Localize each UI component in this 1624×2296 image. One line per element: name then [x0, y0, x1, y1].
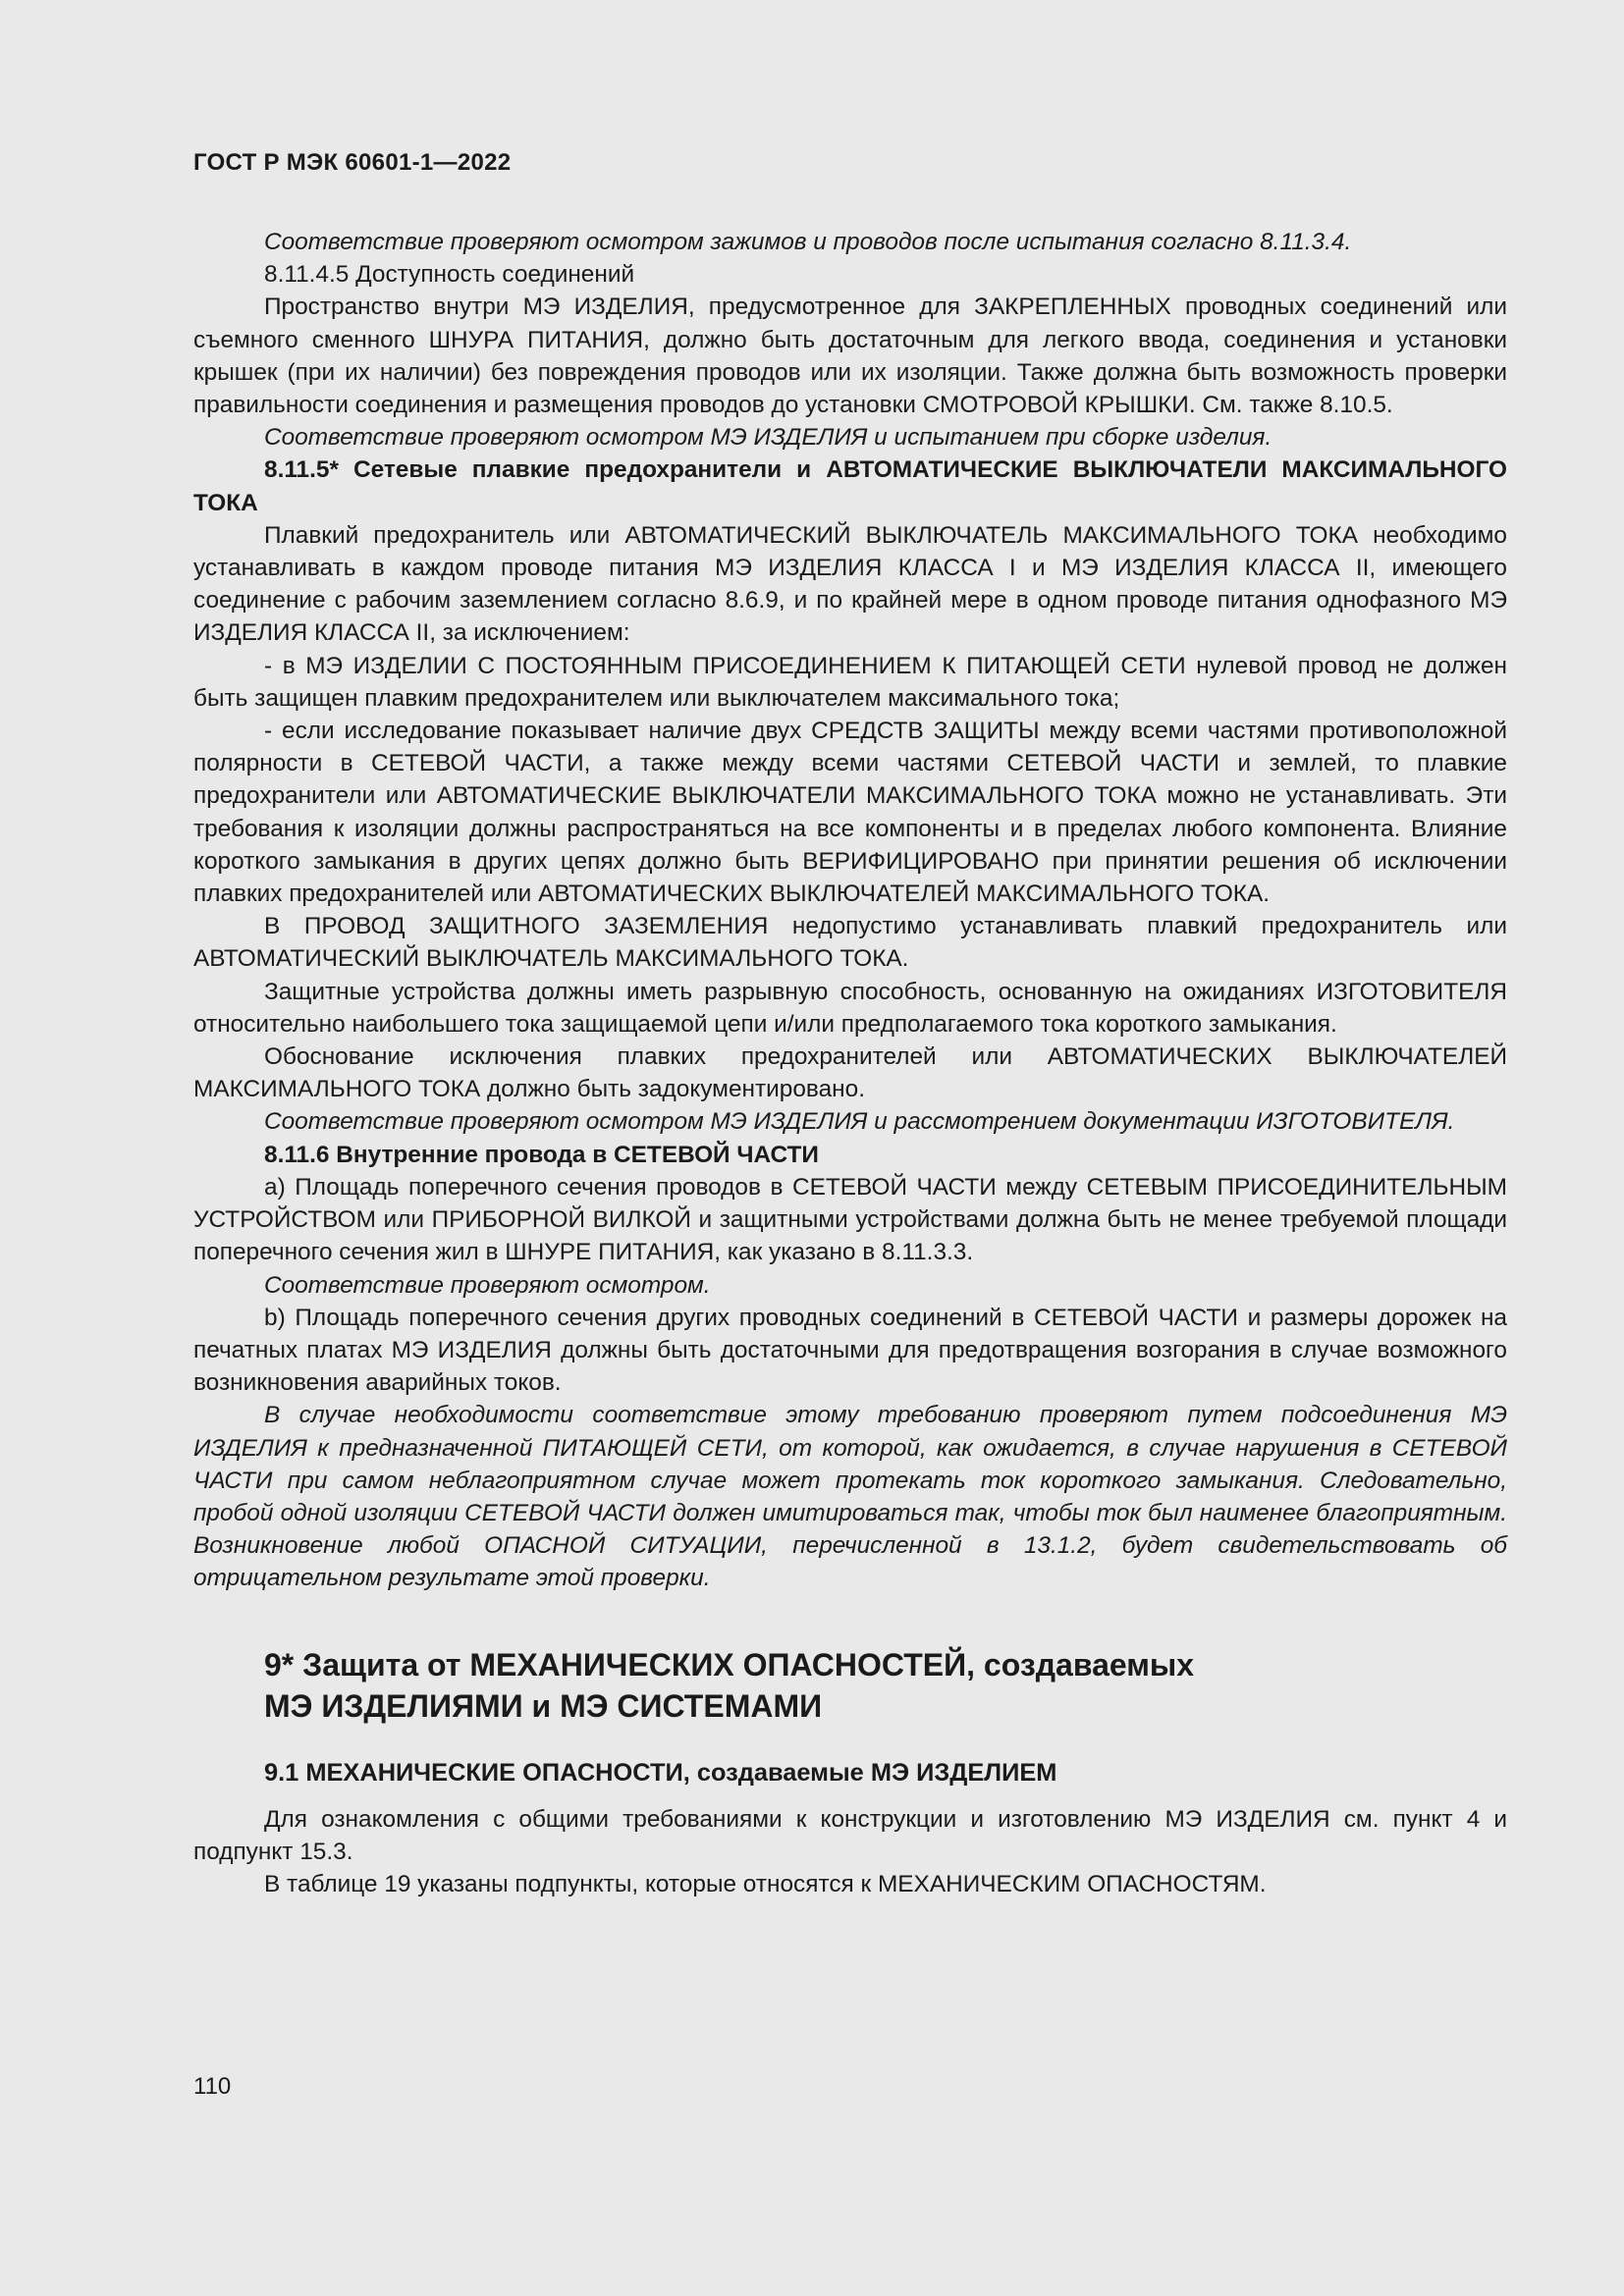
paragraph: 8.11.5* Сетевые плавкие предохранители и АВТОМАТИЧЕСКИЕ ВЫКЛЮЧАТЕЛИ МАКСИМАЛЬНОГО ТОКА	[193, 456, 1507, 516]
document-body	[193, 226, 1507, 1900]
paragraph: - если исследование показывает наличие двух СРЕДСТВ ЗАЩИТЫ между всеми частями противоположной полярности в СЕТЕВОЙ ЧАСТИ, а также между всеми частями СЕТЕВОЙ ЧАСТИ и землей, то плавкие предохранители или АВТОМАТИЧЕСКИЕ ВЫКЛЮЧАТЕЛИ МАКСИМАЛЬНОГО ТОКА можно не устанавливать. Эти требования к изоляции должны распространяться на все компоненты и в пределах любого компонента. Влияние короткого замыкания в других цепях должно быть ВЕРИФИЦИРОВАНО при принятии решения об исключении плавких предохранителей или АВТОМАТИЧЕСКИХ ВЫКЛЮЧАТЕЛЕЙ МАКСИМАЛЬНОГО ТОКА.	[193, 718, 1507, 908]
paragraph: Пространство внутри МЭ ИЗДЕЛИЯ, предусмотренное для ЗАКРЕПЛЕННЫХ проводных соединений или съемного сменного ШНУРА ПИТАНИЯ, должно быть достаточным для легкого ввода, соединения и установки крышек (при их наличии) без повреждения проводов или их изоляции. Также должна быть возможность проверки правильности соединения и размещения проводов до установки СМОТРОВОЙ КРЫШКИ. См. также 8.10.5.	[193, 294, 1507, 419]
paragraph: Соответствие проверяют осмотром МЭ ИЗДЕЛИЯ и испытанием при сборке изделия.	[264, 424, 1272, 452]
paragraph: Соответствие проверяют осмотром зажимов и проводов после испытания согласно 8.11.3.4.	[264, 229, 1352, 255]
paragraph: 8.11.6 Внутренние провода в СЕТЕВОЙ ЧАСТИ	[264, 1141, 819, 1168]
paragraph: В ПРОВОД ЗАЩИТНОГО ЗАЗЕМЛЕНИЯ недопустимо устанавливать плавкий предохранитель или АВТОМАТИЧЕСКИЙ ВЫКЛЮЧАТЕЛЬ МАКСИМАЛЬНОГО ТОКА.	[193, 913, 1507, 973]
paragraph: Защитные устройства должны иметь разрывную способность, основанную на ожиданиях ИЗГОТОВИТЕЛЯ относительно наибольшего тока защищаемой цепи и/или предполагаемого тока короткого замыкания.	[193, 978, 1507, 1038]
paragraph: Соответствие проверяют осмотром.	[264, 1271, 711, 1299]
paragraph: Обоснование исключения плавких предохранителей или АВТОМАТИЧЕСКИХ ВЫКЛЮЧАТЕЛЕЙ МАКСИМАЛЬНОГО ТОКА должно быть задокументировано.	[193, 1043, 1507, 1103]
section-9-heading	[264, 1644, 1507, 1727]
section-9-heading-line1: 9* Защита от МЕХАНИЧЕСКИХ ОПАСНОСТЕЙ, создаваемых	[264, 1646, 1195, 1682]
paragraph: - в МЭ ИЗДЕЛИИ С ПОСТОЯННЫМ ПРИСОЕДИНЕНИЕМ К ПИТАЮЩЕЙ СЕТИ нулевой провод не должен быть защищен плавким предохранителем или выключателем максимального тока;	[193, 652, 1507, 712]
document-header: ГОСТ Р МЭК 60601-1—2022	[193, 149, 512, 176]
paragraph: Для ознакомления с общими требованиями к конструкции и изготовлению МЭ ИЗДЕЛИЯ см. пункт 4 и подпункт 15.3.	[193, 1805, 1507, 1865]
paragraph: a) Площадь поперечного сечения проводов в СЕТЕВОЙ ЧАСТИ между СЕТЕВЫМ ПРИСОЕДИНИТЕЛЬНЫМ УСТРОЙСТВОМ или ПРИБОРНОЙ ВИЛКОЙ и защитными устройствами должна быть не менее требуемой площади поперечного сечения жил в ШНУРЕ ПИТАНИЯ, как указано в 8.11.3.3.	[193, 1173, 1507, 1266]
page-number: 110	[193, 2073, 232, 2100]
paragraph: В таблице 19 указаны подпункты, которые относятся к МЕХАНИЧЕСКИМ ОПАСНОСТЯМ.	[264, 1870, 1267, 1897]
paragraph: b) Площадь поперечного сечения других проводных соединений в СЕТЕВОЙ ЧАСТИ и размеры дорожек на печатных платах МЭ ИЗДЕЛИЯ должны быть достаточными для предотвращения возгорания в случае возможного возникновения аварийных токов.	[193, 1304, 1507, 1397]
paragraph: Плавкий предохранитель или АВТОМАТИЧЕСКИЙ ВЫКЛЮЧАТЕЛЬ МАКСИМАЛЬНОГО ТОКА необходимо устанавливать в каждом проводе питания МЭ ИЗДЕЛИЯ КЛАССА I и МЭ ИЗДЕЛИЯ КЛАССА II, имеющего соединение с рабочим заземлением согласно 8.6.9, и по крайней мере в одном проводе питания однофазного МЭ ИЗДЕЛИЯ КЛАССА II, за исключением:	[193, 521, 1507, 647]
section-9-heading-line2: МЭ ИЗДЕЛИЯМИ и МЭ СИСТЕМАМИ	[264, 1687, 823, 1724]
paragraph: В случае необходимости соответствие этому требованию проверяют путем подсоединения МЭ ИЗДЕЛИЯ к предназначенной ПИТАЮЩЕЙ СЕТИ, от которой, как ожидается, в случае нарушения в СЕТЕВОЙ ЧАСТИ при самом неблагоприятном случае может протекать ток короткого замыкания. Следовательно, пробой одной изоляции СЕТЕВОЙ ЧАСТИ должен имитироваться так, чтобы ток был наименее благоприятным. Возникновение любой ОПАСНОЙ СИТУАЦИИ, перечисленной в 13.1.2, будет свидетельствовать об отрицательном результате этой проверки.	[193, 1402, 1507, 1592]
paragraph: Соответствие проверяют осмотром МЭ ИЗДЕЛИЯ и рассмотрением документации ИЗГОТОВИТЕЛЯ.	[264, 1108, 1455, 1136]
paragraph: 8.11.4.5 Доступность соединений	[264, 261, 635, 289]
clause-8-paragraphs	[193, 226, 1507, 1595]
section-9-1-heading: 9.1 МЕХАНИЧЕСКИЕ ОПАСНОСТИ, создаваемые МЭ ИЗДЕЛИЕМ	[264, 1758, 1057, 1787]
